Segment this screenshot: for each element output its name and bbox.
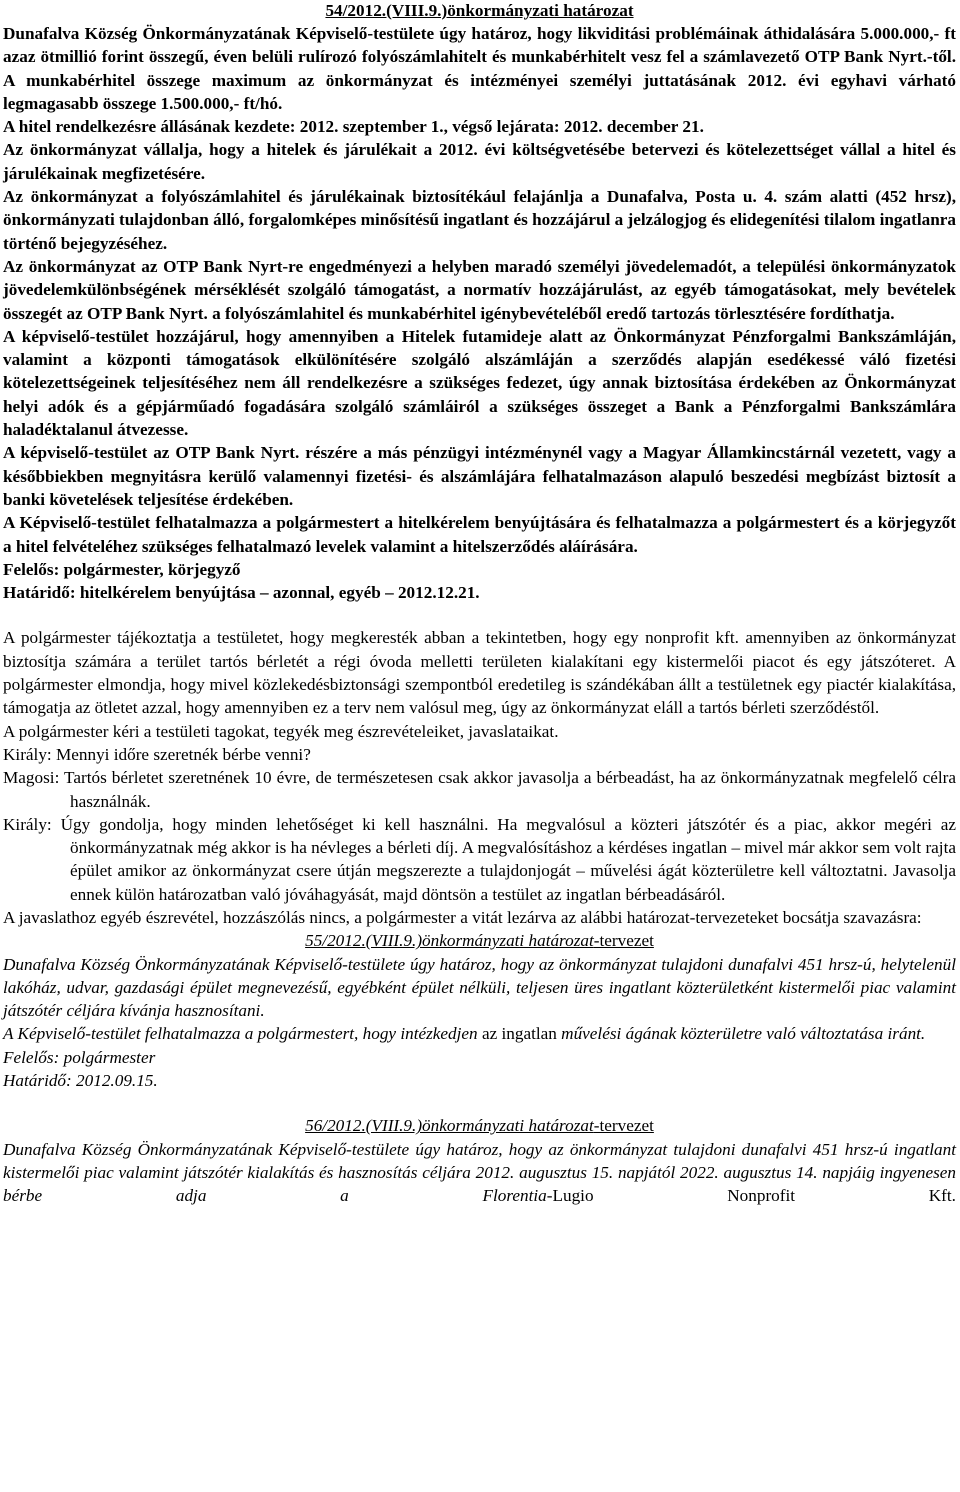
resolution-56-draft	[3, 1114, 956, 1207]
resolution-55-p2-b: az ingatlan	[481, 1024, 562, 1044]
resolution-54-paragraph: A Képviselő-testület felhatalmazza a polgármestert a hitelkérelem benyújtására és felhatalmazza a polgármestert és a körjegyzőt a hitel felvételéhez szükséges felhatalmazó levelek valamint a hitelszerződés aláírására.	[3, 513, 956, 556]
dialogue-speaker: Magosi:	[3, 768, 60, 788]
dialogue-entry	[3, 813, 956, 906]
resolution-56-p1-a: Dunafalva Község Önkormányzatának Képviselő-testülete úgy határoz, hogy az önkormányzat tulajdoni dunafalvi 451 hrsz-ú ingatlant kistermelői piac valamint játszótér kialakítás és hasznosítás céljára 2012. augusztus 15. napjától 2022. augusztus 14. napjáig ingyenesen bérbe adja a	[3, 1139, 956, 1206]
resolution-54-paragraph: Az önkormányzat az OTP Bank Nyrt-re engedményezi a helyben maradó személyi jövedelemadót, a települési önkormányzatok jövedelemkülönbségének mérséklését szolgáló támogatást, a normatív hozzájárulást, az egyéb támogatásokat, mely bevételek összegét az OTP Bank Nyrt. a folyószámlahitel és munkabérhitel igénybevételéből eredő tartozás törlesztésére fordíthatja.	[3, 256, 956, 323]
resolution-54	[3, 0, 956, 604]
resolution-54-paragraph: Az önkormányzat vállalja, hogy a hitelek és járulékait a 2012. évi költségvetésébe betervezi és kötelezettséget vállal a hitel és járulékainak megfizetésére.	[3, 140, 956, 183]
resolution-54-paragraph: Az önkormányzat a folyószámlahitel és járulékainak biztosítékául felajánlja a Dunafalva, Posta u. 4. szám alatti (452 hrsz), önkormányzati tulajdonban álló, forgalomképes minősítésű ingatlant és hozzájárul a jelzálogjog és elidegenítési tilalom ingatlanra történő bejegyzéséhez.	[3, 187, 956, 253]
resolution-54-deadline: Határidő: hitelkérelem benyújtása – azonnal, egyéb – 2012.12.21.	[3, 583, 480, 603]
resolution-56-title-main: 56/2012.(VIII.9.)önkormányzati határozat	[305, 1116, 594, 1136]
resolution-56-p1-c: Lugio Nonprofit Kft.	[552, 1186, 956, 1206]
spacer	[3, 604, 956, 626]
resolution-56-title-suffix: -tervezet	[593, 1116, 654, 1136]
dialogue-text: Tartós bérletet szeretnének 10 évre, de természetesen csak akkor javasolja a bérbeadást, ha az önkormányzatnak megfelelő célra használnák.	[64, 768, 956, 811]
resolution-54-paragraph: A képviselő-testület hozzájárul, hogy amennyiben a Hitelek futamideje alatt az Önkormányzat Pénzforgalmi Bankszámláján, valamint a központi támogatások elkülönítésére szolgáló alszámláján a szerződés alapján esedékessé váló fizetési kötelezettségeinek teljesítéséhez nem áll rendelkezésre a szükséges fedezet, úgy annak biztosítása érdekében az Önkormányzat helyi adók és a gépjárműadó fogadására szolgáló számláiról a szükséges összeget a Bank a Pénzforgalmi Bankszámlára haladéktalanul átvezesse.	[3, 326, 956, 440]
minutes-intro: A polgármester tájékoztatja a testületet, hogy megkeresték abban a tekintetben, hogy egy nonprofit kft. amennyiben az önkormányzat biztosítja számára a terület tartós bérletét a régi óvoda melletti területen kialakítani egy kistermelői piacot és egy játszóteret. A polgármester elmondja, hogy mivel közlekedésbiztonsági szempontból eredetileg is szándékában állt a testületnek egy piactér kialakítása, támogatja az ötletet azzal, hogy amennyiben ez a terv nem valósul meg, úgy az önkormányzat eláll a tartós bérleti szerződéstől.	[3, 628, 956, 718]
resolution-55-title-suffix: -tervezet	[593, 931, 654, 951]
resolution-55-p2-c: művelési ágának közterületre való változtatása iránt.	[561, 1024, 926, 1044]
resolution-54-title: 54/2012.(VIII.9.)önkormányzati határozat	[325, 1, 634, 20]
resolution-54-paragraph: A hitel rendelkezésre állásának kezdete: 2012. szeptember 1., végső lejárata: 2012. december 21.	[3, 117, 704, 137]
minutes-request: A polgármester kéri a testületi tagokat, tegyék meg észrevételeiket, javaslataikat.	[3, 721, 559, 741]
resolution-55-responsible: Felelős: polgármester	[3, 1047, 156, 1067]
resolution-55-p2-a: A Képviselő-testület felhatalmazza a polgármestert, hogy intézkedjen	[3, 1024, 482, 1044]
resolution-56-p1-b: Florentia-	[482, 1186, 553, 1206]
resolution-55-paragraph: Dunafalva Község Önkormányzatának Képviselő-testülete úgy határoz, hogy az önkormányzat tulajdoni dunafalvi 451 hrsz-ú, helytelenül lakóház, udvar, gazdasági épület megnevezésű, egyébként épület nélküli, teljesen üres ingatlant közterületként kistermelői piac valamint játszótér céljára kívánja hasznosítani.	[3, 954, 956, 1021]
resolution-56-paragraph	[3, 1138, 956, 1208]
minutes-closing: A javaslathoz egyéb észrevétel, hozzászólás nincs, a polgármester a vitát lezárva az alábbi határozat-tervezeteket bocsátja szavazásra:	[3, 907, 922, 927]
spacer	[3, 1092, 956, 1114]
resolution-54-paragraph: Dunafalva Község Önkormányzatának Képviselő-testülete úgy határoz, hogy likviditási problémáinak áthidalására 5.000.000,- ft azaz ötmillió forint összegű, éven belüli rulírozó folyószámlahitelt és munkabérhitelt vesz fel a számlavezető OTP Bank Nyrt.-től. A munkabérhitel összege maximum az önkormányzat és intézményei személyi juttatásának 2012. évi egyhavi várható legmagasabb összege 1.500.000,- ft/hó.	[3, 24, 956, 113]
dialogue-entry	[3, 743, 956, 766]
resolution-54-paragraph: A képviselő-testület az OTP Bank Nyrt. részére a más pénzügyi intézménynél vagy a Magyar Államkincstárnál vezetett, vagy a későbbiekben megnyitásra kerülő valamennyi fizetési- és alszámlájára felhatalmazáson alapuló beszedési megbízást biztosít a banki követelések teljesítése érdekében.	[3, 443, 956, 509]
dialogue-entry	[3, 766, 956, 813]
resolution-55-title	[3, 929, 956, 952]
dialogue-speaker: Király:	[3, 744, 52, 764]
dialogue-text: Mennyi időre szeretnék bérbe venni?	[55, 744, 311, 764]
resolution-55-deadline: Határidő: 2012.09.15.	[3, 1071, 158, 1091]
resolution-55-paragraph	[3, 1022, 956, 1045]
resolution-54-responsible: Felelős: polgármester, körjegyző	[3, 559, 241, 579]
resolution-56-title	[3, 1114, 956, 1137]
minutes-section	[3, 626, 956, 929]
resolution-55-title-main: 55/2012.(VIII.9.)önkormányzati határozat	[305, 931, 594, 951]
resolution-55-draft	[3, 929, 956, 1092]
resolution-54-body	[3, 22, 956, 604]
dialogue-speaker: Király:	[3, 814, 52, 834]
dialogue-text: Úgy gondolja, hogy minden lehetőséget ki kell használni. Ha megvalósul a közteri játszótér és a piac, akkor megéri az önkormányzatnak még akkor is ha névleges a bérleti díj. A megvalósításhoz a kérdéses ingatlan – mivel már akkor sem volt rajta épület amikor az önkormányzat csere útján megszerezte a tulajdonjogát – művelési ágát közterületre kell változtatni. Javasolja ennek külön határozatban való jóváhagyását, majd döntsön a testület az ingatlan bérbeadásáról.	[60, 814, 956, 904]
